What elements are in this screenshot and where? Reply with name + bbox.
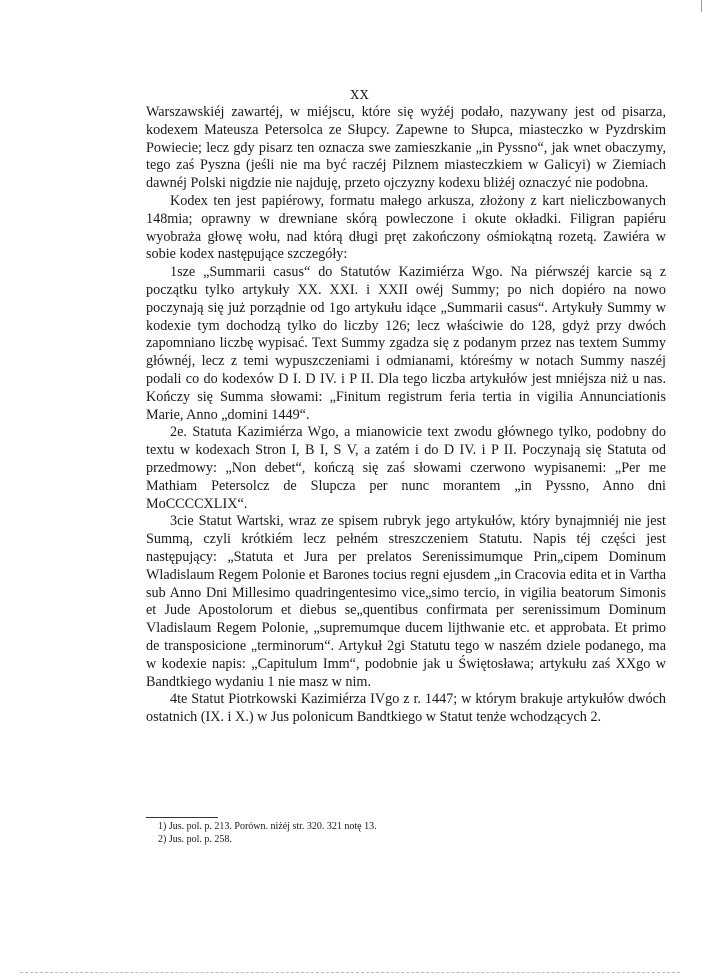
- body-text: [146, 104, 666, 727]
- paragraph-3: 1sze „Summarii casus“ do Statutów Kazimiérza Wgo. Na piérwszéj karcie są z początku tylko artykuły XX. XXI. i XXII owéj Summy; po nich dopiéro na nowo poczynają się już porządnie od 1go artykułu idące „Summarii casus“. Artykuły Summy w kodexie tym dochodzą tylko do liczby 126; lecz właściwie do 128, gdyż przy dwóch zapomniano liczbę wypisać. Text Summy zgadza się z podanym przez nas textem Summy głównéj, lecz z temi wypuszczeniami i odmianami, któreśmy w notach Summy naszéj podali co do kodexów D I. D IV. i P II. Dla tego liczba artykułów jest mniéjsza niż u nas. Kończy się Summa słowami: „Finitum registrum feria tertia in vigilia Annunciationis Marie, Anno „domini 1449“.: [146, 264, 666, 423]
- paragraph-4: 2e. Statuta Kazimiérza Wgo, a mianowicie text zwodu głównego tylko, podobny do textu w kodexach Stron I, B I, S V, a zatém i do D IV. i P II. Poczynają się Statuta od przedmowy: „Non debet“, kończą się zaś słowami czerwono wypisanemi: „Per me Mathiam Petersolcz de Slupcza per nunc morantem „in Pyssno, Anno dni MoCCCCXLIX“.: [146, 424, 666, 512]
- paragraph-1: Warszawskiéj zawartéj, w miéjscu, które się wyżéj podało, nazywany jest od pisarza, kodexem Mateusza Petersolca ze Słupcy. Zapewne to Słupca, miasteczko w Pyzdrskim Powiecie; lecz gdy pisarz ten oznacza swe zamieszkanie „in Pyssno“, jak wnet obaczymy, tego zaś Pyszna (jeśli nie ma być raczéj Pilznem miasteczkiem w Galicyi) w Ziemiach dawnéj Polski nigdzie nie najduję, przeto ojczyzny kodexu bliżéj oznaczyć nie podobna.: [146, 104, 666, 192]
- page-number: XX: [350, 88, 370, 102]
- paragraph-2: Kodex ten jest papiérowy, formatu małego arkusza, złożony z kart nieliczbowanych 148mia; oprawny w drewniane skórą powleczone i okute okładki. Filigran papiéru wyobraża głowę wołu, nad którą długi pręt zakończony ośmiokątną rozetą. Zawiéra w sobie kodex następujące szczegóły:: [146, 192, 666, 263]
- page-bottom-edge: [20, 972, 680, 973]
- paragraph-6: 4te Statut Piotrkowski Kazimiérza IVgo z r. 1447; w którym brakuje artykułów dwóch ostatnich (IX. i X.) w Jus polonicum Bandtkiego w Statut tenże wchodzących 2.: [146, 691, 666, 726]
- paragraph-5: 3cie Statut Wartski, wraz ze spisem rubryk jego artykułów, który bynajmniéj nie jest Summą, czyli krótkiém lecz pełném streszczeniem Statutu. Napis téj części jest następujący: „Statuta et Jura per prelatos Serenissimumque Prin„cipem Dominum Wladislaum Regem Polonie et Barones tocius regni ejusdem „in Cracovia edita et in Vartha sub Anno Dni Millesimo quadringentesimo vice„simo tercio, in vigilia beatorum Simonis et Jude Apostolorum et diebus se„quentibus confirmata per serenissimum Dominum Vladislaum Regem Polonie, „supremumque ducem lijthwanie etc. et approbata. Et primo de transposicione „terminorum“. Artykuł 2gi Statutu tego w naszém dziele podanego, ma w kodexie napis: „Capitulum Imm“, podobnie jak u Świętosława; artykułu zaś XXgo w Bandtkiego wydaniu 1 nie masz w nim.: [146, 513, 666, 690]
- footnote-divider: [146, 817, 218, 818]
- scan-edge-mark: [701, 0, 712, 12]
- footnote-1: 1) Jus. pol. p. 213. Porówn. niżéj str. 320. 321 notę 13.: [158, 821, 377, 832]
- footnote-2: 2) Jus. pol. p. 258.: [158, 834, 232, 845]
- footnotes: [158, 820, 658, 846]
